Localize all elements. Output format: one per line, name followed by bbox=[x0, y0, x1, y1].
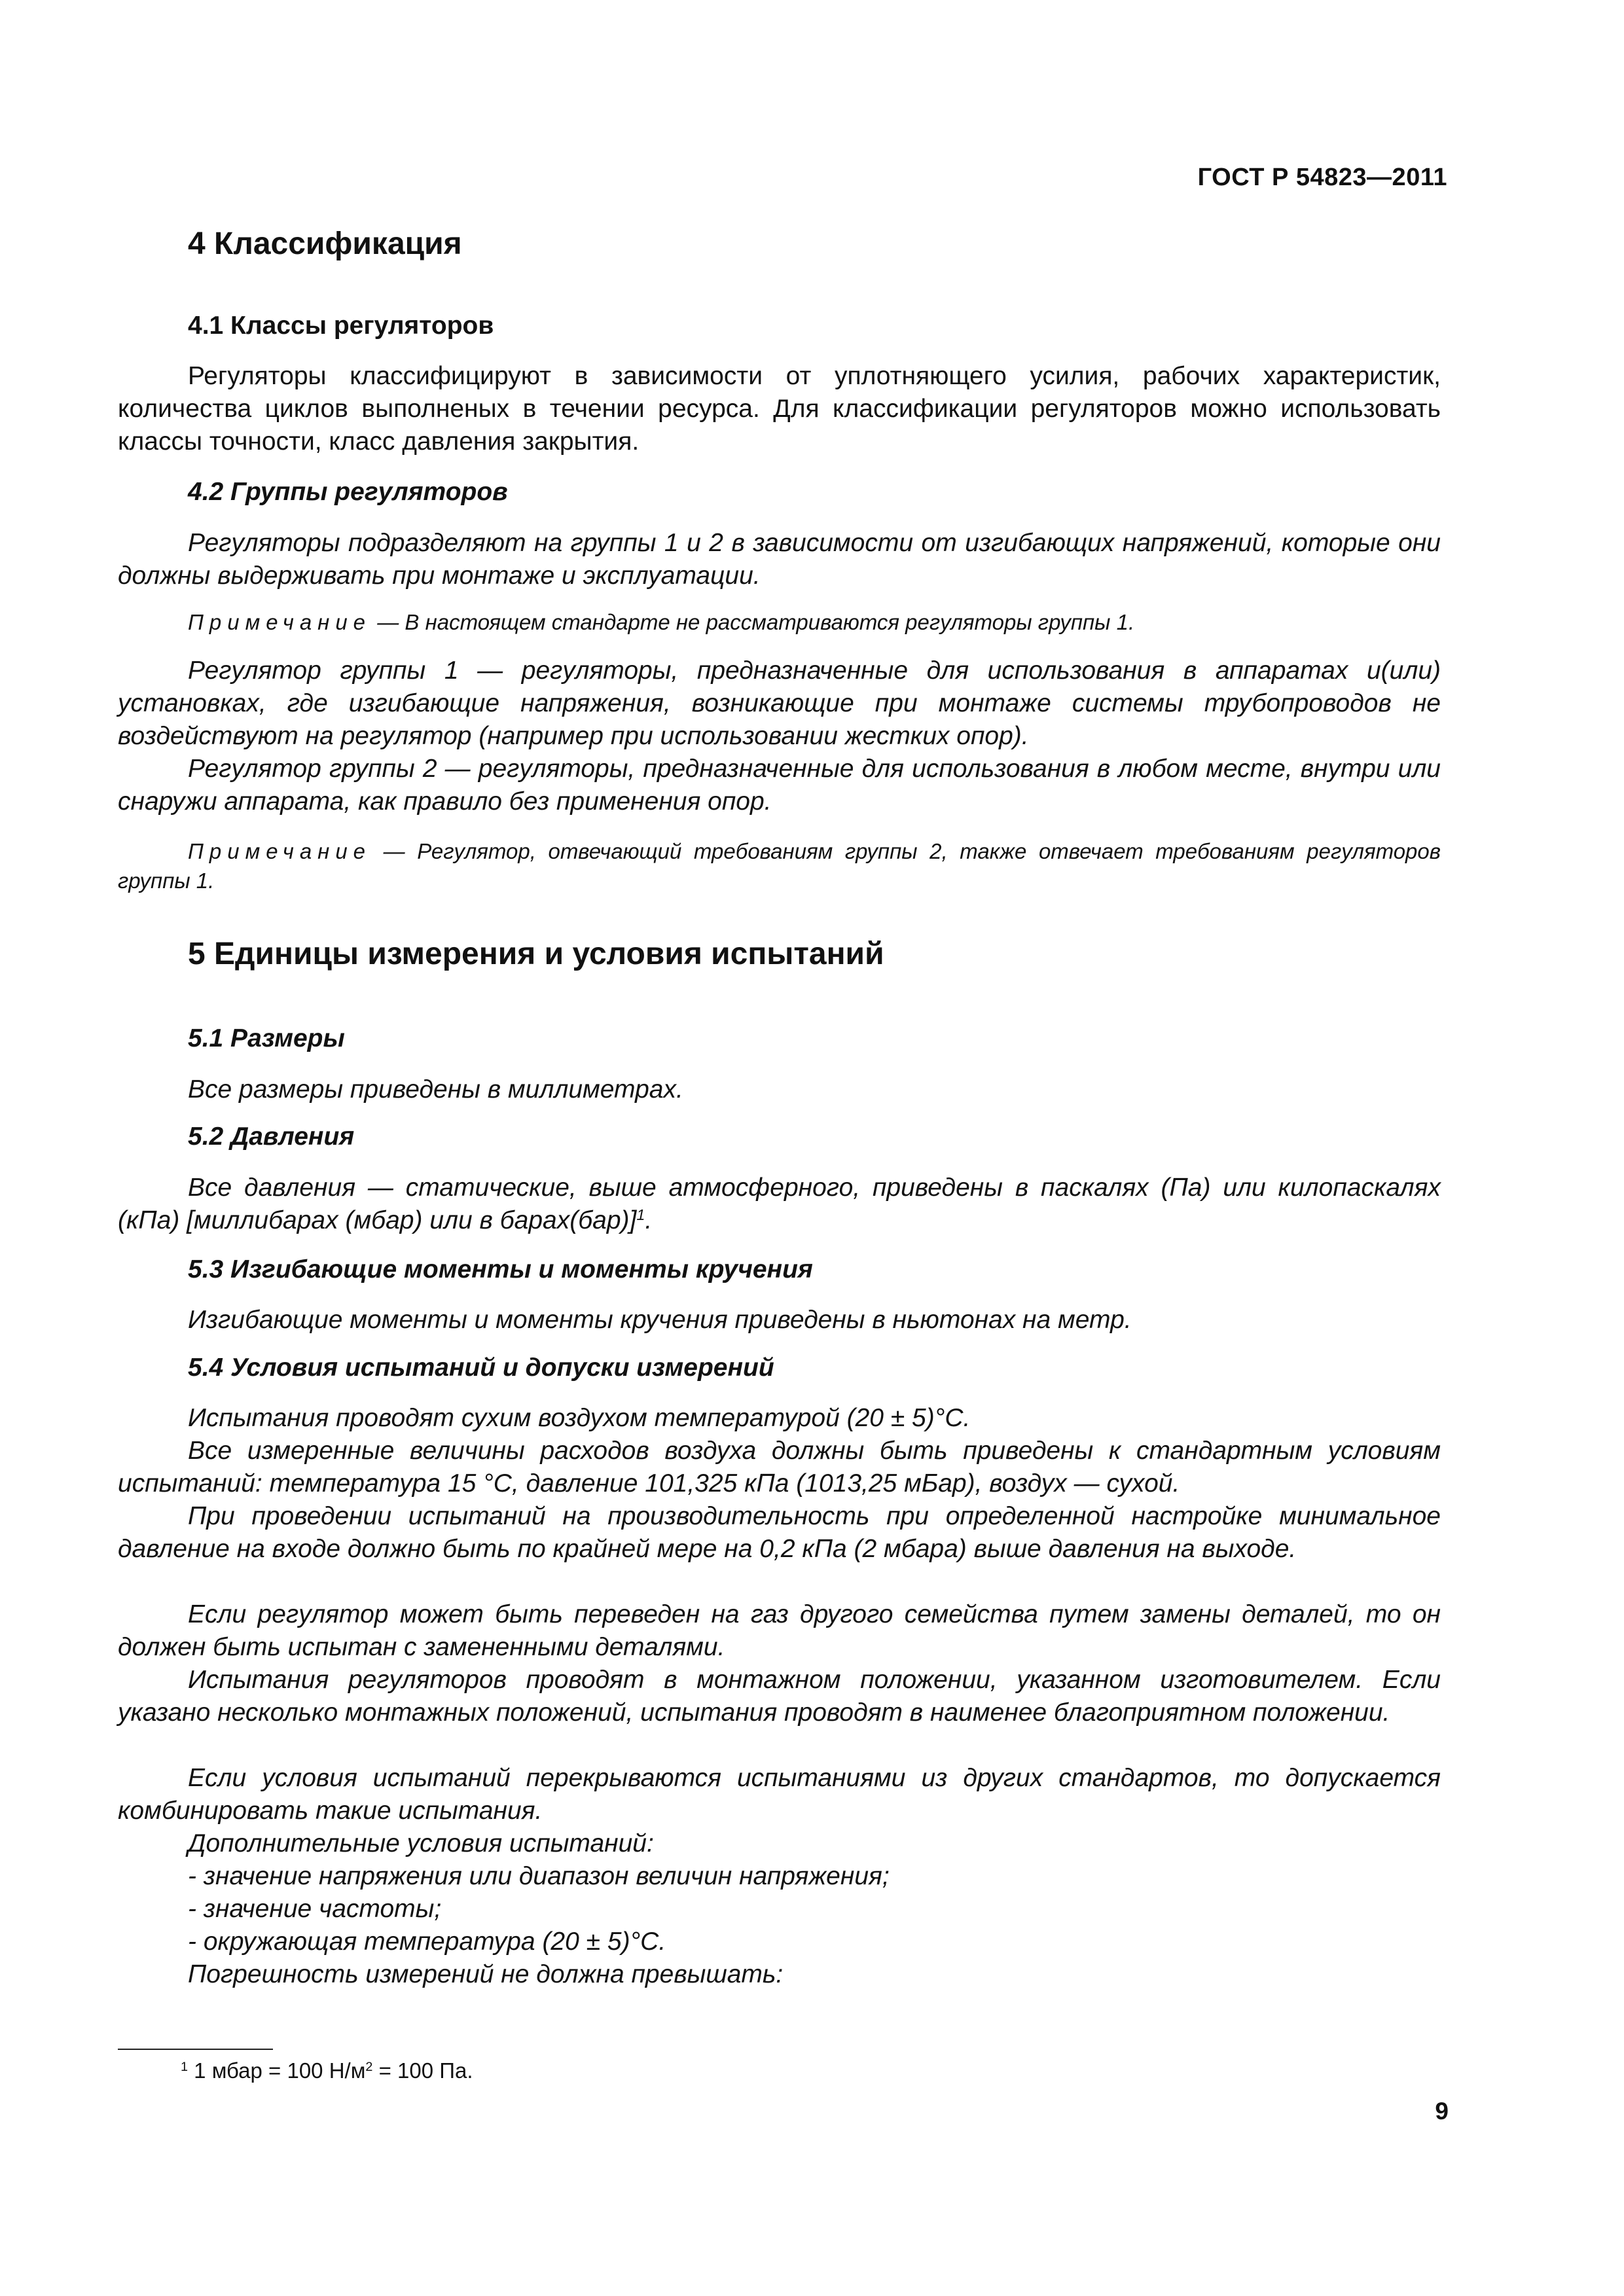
section-5-3-text: Изгибающие моменты и моменты кручения приведены в ньютонах на метр. bbox=[188, 1306, 1132, 1334]
list-item: - значение напряжения или диапазон величин напряжения; bbox=[188, 1862, 890, 1890]
group-1-definition: Регулятор группы 1 — регуляторы, предназначенные для использования в аппаратах и(или) установках, где изгибающие напряжения, возникающие при монтаже системы трубопроводов не воздействуют на регулятор (например при использовании жестких опор). bbox=[118, 656, 1441, 750]
footnote-text-b: = 100 Па. bbox=[372, 2058, 473, 2083]
group-2-definition: Регулятор группы 2 — регуляторы, предназначенные для использования в любом месте, внутри или снаружи аппарата, как правило без применения опор. bbox=[118, 755, 1441, 816]
section-4-1-text: Регуляторы классифицируют в зависимости от уплотняющего усилия, рабочих характеристик, количества циклов выполненых в течении ресурса. Для классификации регуляторов можно использовать классы точности, класс давления закрытия. bbox=[118, 362, 1441, 456]
note-1-text: — В настоящем стандарте не рассматриваются регуляторы группы 1. bbox=[371, 610, 1135, 634]
section-5-4-text-8: Погрешность измерений не должна превышать: bbox=[188, 1960, 784, 1988]
note-2-label: Примечание bbox=[188, 839, 372, 863]
section-5-4-text-1: Испытания проводят сухим воздухом температурой (20 ± 5)°С. bbox=[188, 1404, 971, 1432]
section-5-4-text-2: Все измеренные величины расходов воздуха должны быть приведены к стандартным условиям испытаний: температура 15 °С, давление 101,325 кПа (1013,25 мБар), воздух — сухой. bbox=[118, 1437, 1441, 1498]
section-5-4-text-6: Если условия испытаний перекрываются испытаниями из других стандартов, то допускается комбинировать такие испытания. bbox=[118, 1764, 1441, 1825]
list-item: - значение частоты; bbox=[188, 1895, 442, 1923]
note-2 bbox=[118, 836, 1441, 895]
list-item: - окружающая температура (20 ± 5)°С. bbox=[188, 1928, 666, 1956]
section-5-1-text: Все размеры приведены в миллиметрах. bbox=[188, 1075, 683, 1103]
footnote-divider bbox=[118, 2049, 273, 2050]
standard-code: ГОСТ Р 54823—2011 bbox=[1197, 164, 1447, 191]
section-5-2-text bbox=[118, 1172, 1441, 1237]
section-4-2-title: 4.2 Группы регуляторов bbox=[188, 478, 508, 506]
section-5-4-title: 5.4 Условия испытаний и допуски измерений bbox=[188, 1354, 774, 1382]
section-5-2-title: 5.2 Давления bbox=[188, 1122, 355, 1151]
section-4-2-text: Регуляторы подразделяют на группы 1 и 2 в зависимости от изгибающих напряжений, которые они должны выдерживать при монтаже и эксплуатации. bbox=[118, 529, 1441, 590]
section-5-4-text-7: Дополнительные условия испытаний: bbox=[188, 1829, 654, 1857]
note-2-text: — Регулятор, отвечающий требованиям группы 2, также отвечает требованиям регуляторов группы 1. bbox=[118, 839, 1441, 893]
footnote-text-a: 1 мбар = 100 Н/м bbox=[188, 2058, 366, 2083]
footnote-sup: 2 bbox=[365, 2060, 373, 2075]
section-5-2-end: . bbox=[645, 1206, 653, 1234]
section-5-4-text-5: Испытания регуляторов проводят в монтажном положении, указанном изготовителем. Если указано несколько монтажных положений, испытания проводят в наименее благоприятном положении. bbox=[118, 1666, 1441, 1727]
section-5-3-title: 5.3 Изгибающие моменты и моменты кручения bbox=[188, 1255, 813, 1283]
section-5-1-title: 5.1 Размеры bbox=[188, 1024, 345, 1052]
section-5-title: 5 Единицы измерения и условия испытаний bbox=[188, 937, 884, 971]
page-number: 9 bbox=[1435, 2098, 1449, 2125]
section-4-title: 4 Классификация bbox=[188, 226, 462, 261]
footnote-ref: 1 bbox=[636, 1206, 645, 1224]
footnote bbox=[181, 2058, 473, 2083]
section-4-1-title: 4.1 Классы регуляторов bbox=[188, 312, 494, 340]
section-5-2-body: Все давления — статические, выше атмосферного, приведены в паскалях (Па) или килопаскалях (кПа) [миллибарах (мбар) или в барах(бар)] bbox=[118, 1174, 1441, 1234]
section-5-4-text-3: При проведении испытаний на производительность при определенной настройке минимальное давление на входе должно быть по крайней мере на 0,2 кПа (2 мбара) выше давления на выходе. bbox=[118, 1502, 1441, 1563]
note-1-label: Примечание bbox=[188, 610, 372, 634]
section-5-4-text-4: Если регулятор может быть переведен на газ другого семейства путем замены деталей, то он должен быть испытан с замененными деталями. bbox=[118, 1600, 1441, 1661]
note-1 bbox=[118, 607, 1441, 637]
footnote-mark: 1 bbox=[181, 2060, 189, 2075]
